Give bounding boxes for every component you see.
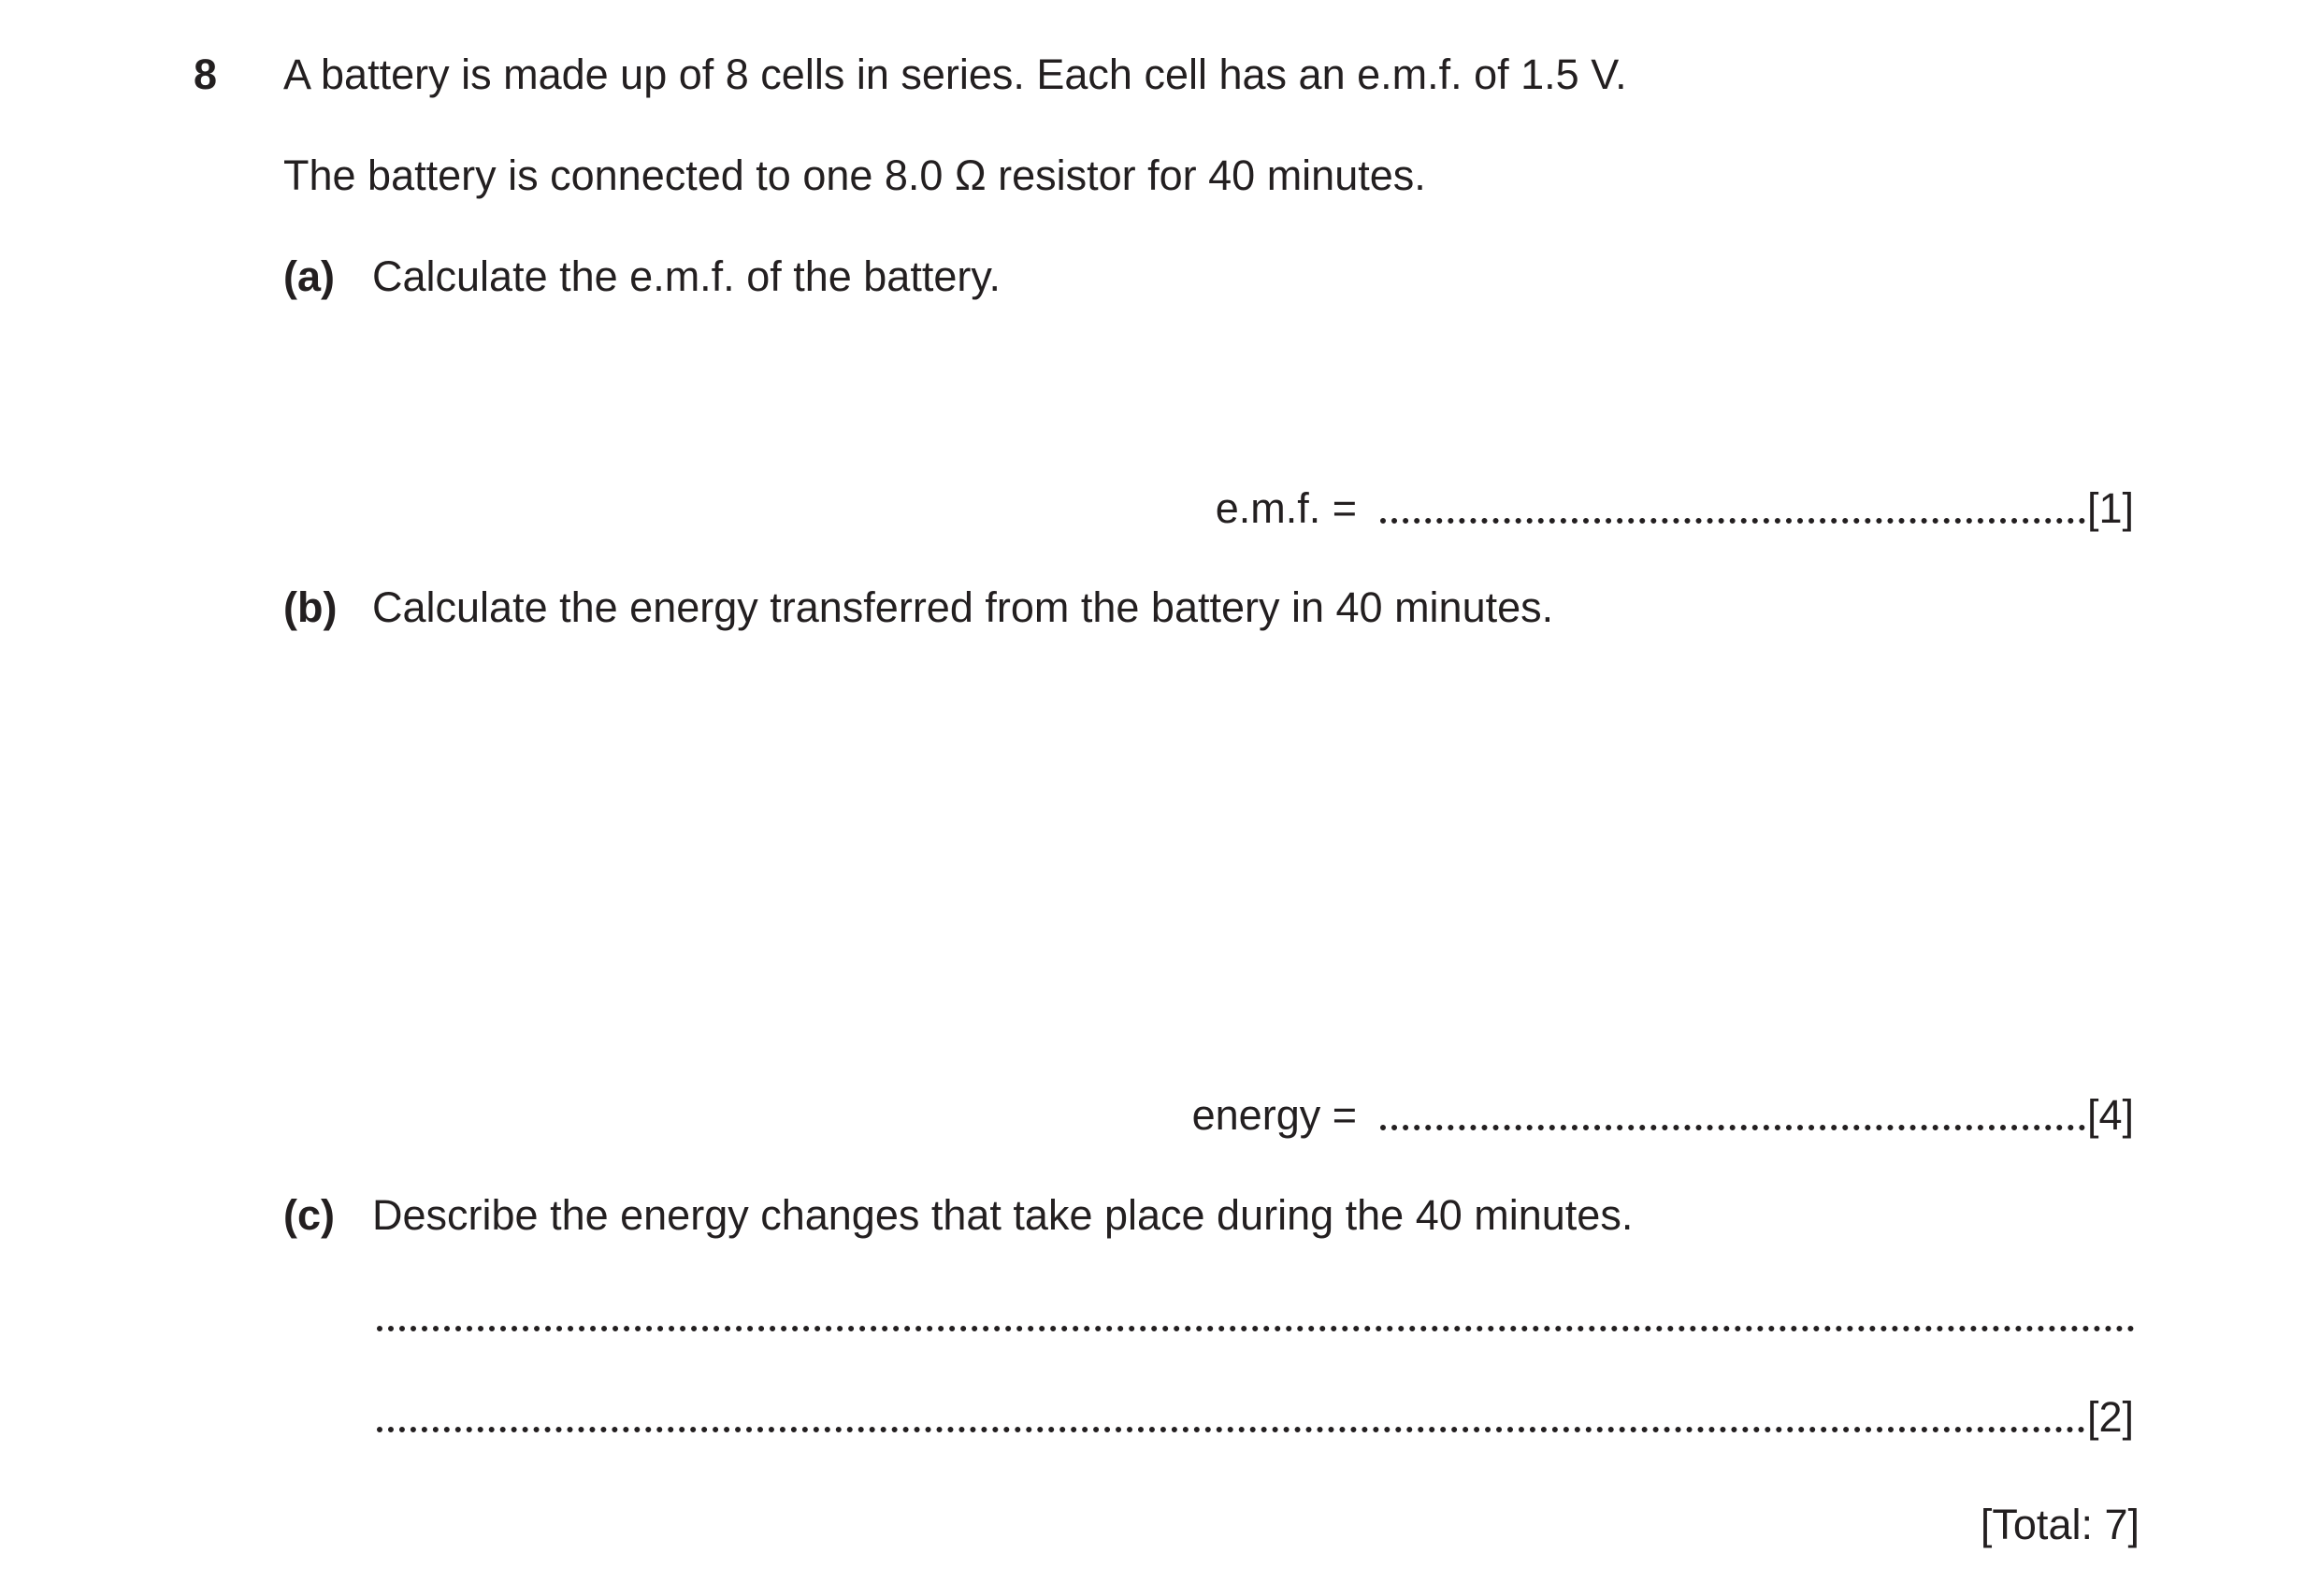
part-c-label: (c) [283,1191,335,1239]
part-a-marks: [1] [2087,484,2135,532]
part-a-answer-line[interactable] [1380,518,2085,524]
part-c-marks: [2] [2087,1393,2135,1441]
part-b-answer-line[interactable] [1380,1125,2085,1130]
part-b-label: (b) [283,583,338,631]
question-total: [Total: 7] [1980,1501,2140,1548]
part-a-text: Calculate the e.m.f. of the battery. [372,252,1001,300]
question-number: 8 [194,50,218,98]
part-b-marks: [4] [2087,1091,2135,1139]
part-a-label: (a) [283,252,335,300]
part-a-answer-label: e.m.f. = [1215,484,1357,532]
part-b-text: Calculate the energy transferred from the battery in 40 minutes. [372,583,1554,631]
part-b-answer-label: energy = [1191,1091,1357,1139]
part-c-answer-line-1[interactable] [377,1326,2135,1331]
part-c-text: Describe the energy changes that take place during the 40 minutes. [372,1191,1634,1239]
question-intro-line-2: The battery is connected to one 8.0 Ω resistor for 40 minutes. [283,151,1426,199]
part-c-answer-line-2[interactable] [377,1427,2085,1432]
question-intro-line-1: A battery is made up of 8 cells in series. Each cell has an e.m.f. of 1.5 V. [283,50,1627,98]
